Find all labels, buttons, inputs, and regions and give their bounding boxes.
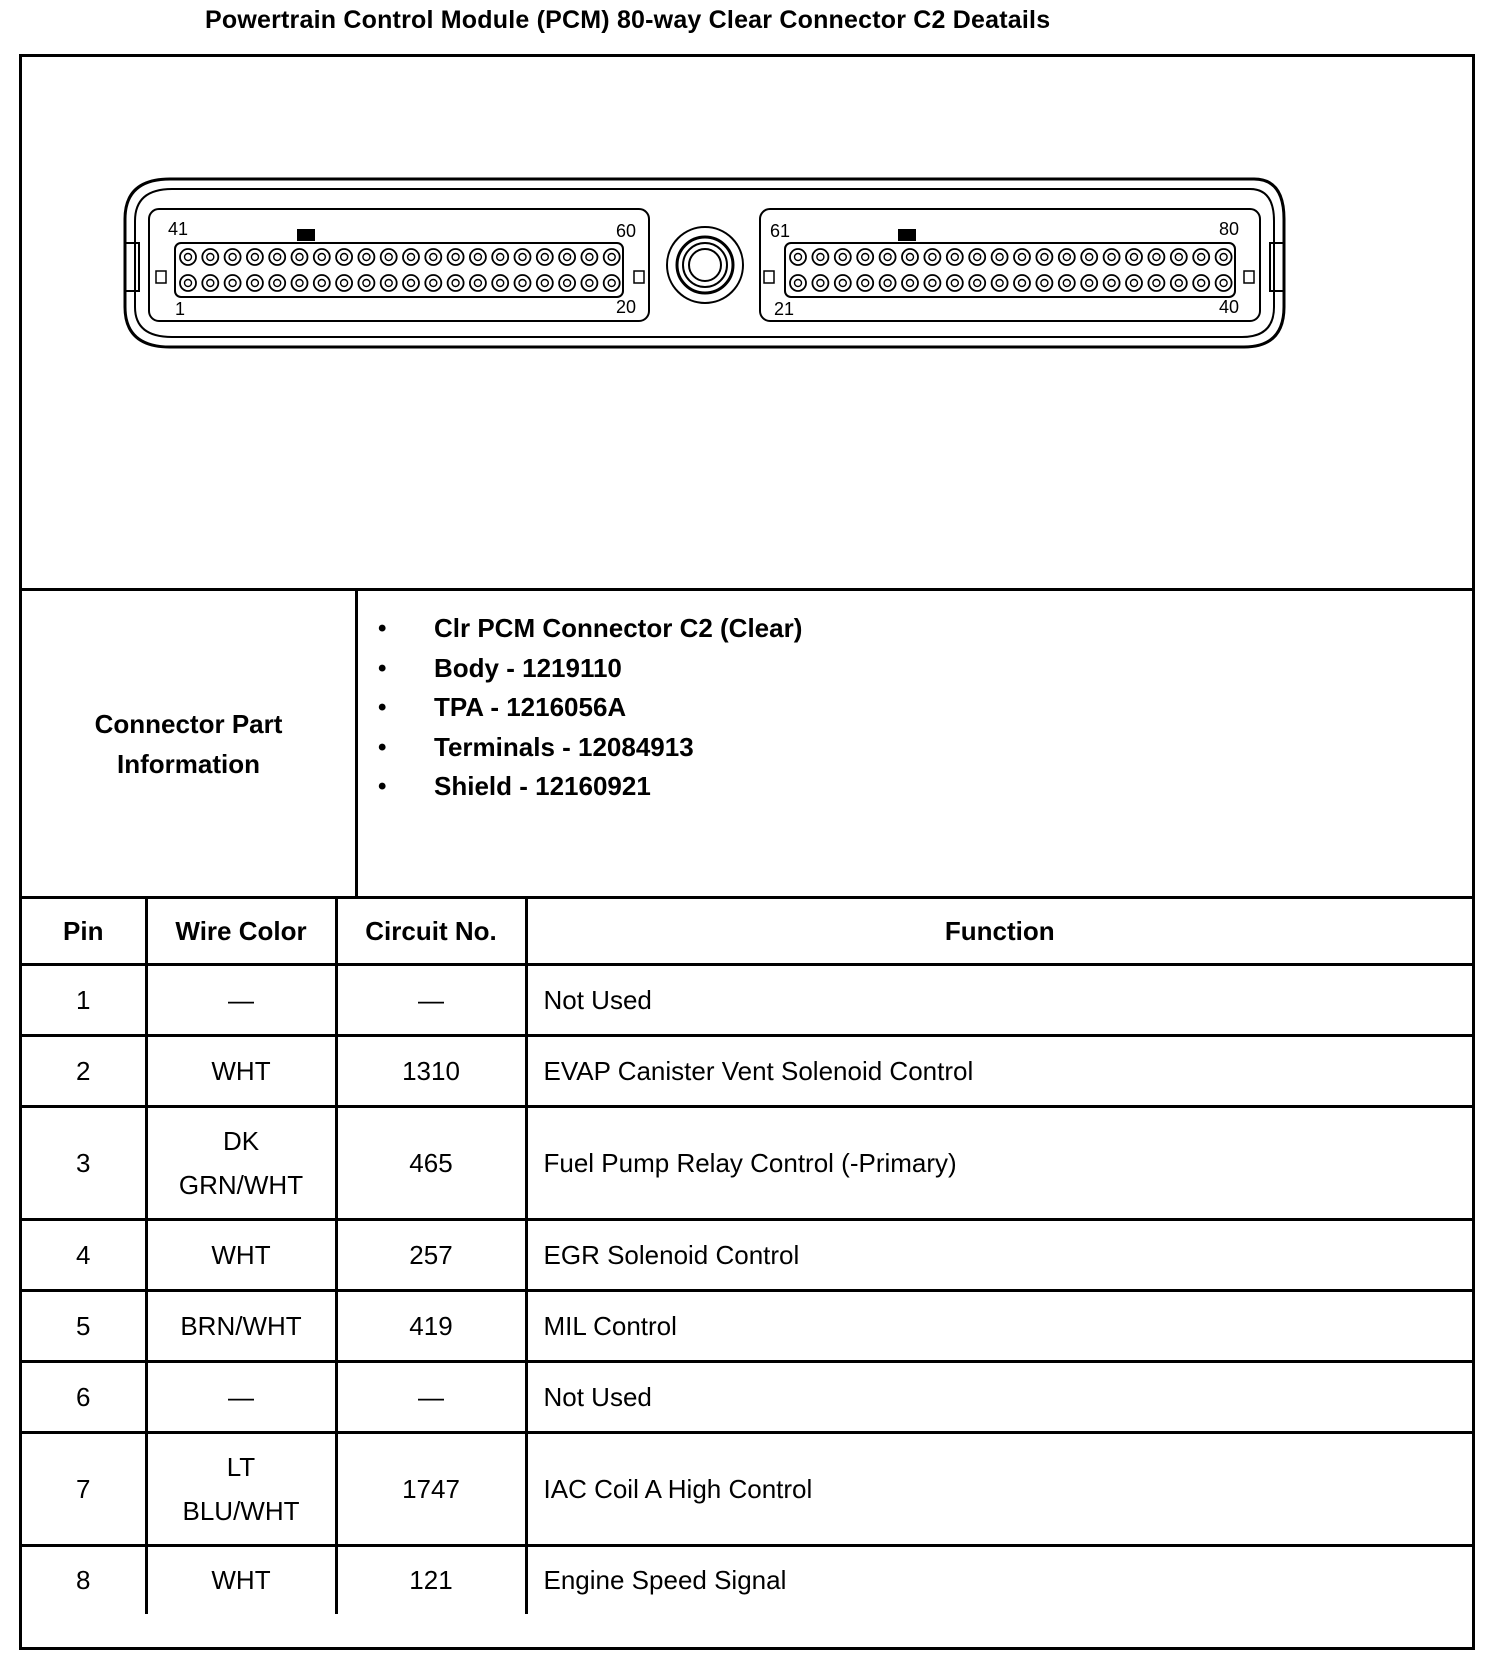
connector-diagram (22, 57, 1472, 591)
right-pin-hole (1014, 249, 1030, 265)
connector-drawing (22, 57, 1472, 588)
right-pin-hole-inner (1153, 280, 1160, 287)
right-pin-hole-inner (929, 280, 936, 287)
left-pin-hole-inner (519, 254, 526, 261)
function-cell: EGR Solenoid Control (526, 1220, 1472, 1291)
right-pin-hole (992, 249, 1008, 265)
left-pin-hole (537, 249, 553, 265)
circuit-cell: 419 (336, 1291, 526, 1362)
wire-color-line1: DK (222, 1126, 260, 1156)
right-pin-hole-inner (1220, 254, 1227, 261)
left-pin-hole (604, 249, 620, 265)
table-row (22, 1362, 1472, 1433)
wire-color-line2: BLU/WHT (182, 1496, 300, 1526)
right-pin-hole (1081, 249, 1097, 265)
right-pin-hole-inner (1131, 280, 1138, 287)
circuit-cell: 257 (336, 1220, 526, 1291)
pin-label-41: 41 (168, 219, 189, 239)
right-pin-hole (880, 275, 896, 291)
right-pin-hole (1014, 275, 1030, 291)
left-pin-hole-inner (296, 254, 303, 261)
right-pin-hole-inner (817, 280, 824, 287)
circuit-cell: — (336, 965, 526, 1036)
right-pin-hole (790, 249, 806, 265)
right-pin-block (760, 209, 1260, 321)
left-key-mark (297, 229, 315, 241)
left-pin-hole (292, 249, 308, 265)
right-pin-hole-inner (974, 254, 981, 261)
left-latch (125, 243, 139, 291)
right-pin-hole-inner (1041, 254, 1048, 261)
left-pin-hole (381, 249, 397, 265)
left-pin-hole (247, 249, 263, 265)
left-pin-hole-inner (541, 280, 548, 287)
left-pin-hole-inner (251, 254, 258, 261)
right-pin-hole-inner (996, 280, 1003, 287)
connector-part-info-row (22, 591, 1472, 899)
table-row (22, 1220, 1472, 1291)
left-pin-hole-inner (564, 280, 571, 287)
left-pin-hole (336, 275, 352, 291)
right-block-tab-left (764, 271, 774, 283)
info-item: • Terminals - 12084913 (378, 728, 802, 768)
left-pin-hole-inner (229, 280, 236, 287)
right-pin-hole-inner (862, 254, 869, 261)
header-circuit: Circuit No. (336, 899, 526, 965)
left-pin-hole (403, 249, 419, 265)
pin-cell: 4 (22, 1220, 146, 1291)
right-pin-hole-inner (839, 280, 846, 287)
left-pin-hole-inner (474, 280, 481, 287)
connector-details-frame (19, 54, 1475, 1650)
left-pin-hole-inner (564, 254, 571, 261)
right-pin-hole-inner (795, 280, 802, 287)
left-pin-hole-inner (274, 280, 281, 287)
info-label-line2: Information (117, 748, 260, 779)
left-pin-hole (448, 249, 464, 265)
left-pin-hole (180, 249, 196, 265)
function-cell: Not Used (526, 965, 1472, 1036)
left-pin-hole (358, 249, 374, 265)
function-cell: Engine Speed Signal (526, 1546, 1472, 1614)
pin-label-1: 1 (175, 299, 186, 319)
left-pin-hole-inner (229, 254, 236, 261)
left-pin-hole (425, 275, 441, 291)
left-block-tab-right (634, 271, 644, 283)
right-pin-hole (857, 249, 873, 265)
left-pin-hole (292, 275, 308, 291)
info-item: • TPA - 1216056A (378, 688, 802, 728)
left-pin-hole-inner (497, 280, 504, 287)
right-pin-hole (1193, 275, 1209, 291)
left-pin-hole-inner (274, 254, 281, 261)
left-pin-hole (448, 275, 464, 291)
right-pin-hole-inner (907, 280, 914, 287)
table-row (22, 1036, 1472, 1107)
right-pin-hole-inner (1086, 280, 1093, 287)
right-key-mark (898, 229, 916, 241)
connector-part-info-label (22, 591, 358, 896)
right-pin-hole (812, 249, 828, 265)
circuit-cell: 1747 (336, 1433, 526, 1546)
right-pin-hole (1081, 275, 1097, 291)
right-pin-hole-inner (951, 280, 958, 287)
left-pin-hole (358, 275, 374, 291)
left-pin-hole-inner (430, 254, 437, 261)
right-pin-hole-inner (884, 280, 891, 287)
left-pin-hole-inner (452, 254, 459, 261)
left-pin-hole-inner (185, 280, 192, 287)
wire-color-line1: LT (226, 1452, 256, 1482)
wire-color-cell: WHT (146, 1546, 336, 1614)
left-pin-hole-inner (452, 280, 459, 287)
right-pin-hole-inner (907, 254, 914, 261)
wire-color-cell: — (146, 1362, 336, 1433)
pin-label-80: 80 (1219, 219, 1240, 239)
circuit-cell: 1310 (336, 1036, 526, 1107)
left-pin-hole (314, 249, 330, 265)
circuit-cell: — (336, 1362, 526, 1433)
left-pin-hole-inner (251, 280, 258, 287)
right-pin-hole (790, 275, 806, 291)
right-pin-hole-inner (1198, 254, 1205, 261)
right-pin-hole-inner (929, 254, 936, 261)
right-pin-hole (924, 275, 940, 291)
right-pin-hole-inner (1153, 254, 1160, 261)
right-pin-hole (1036, 249, 1052, 265)
left-pin-hole-inner (318, 254, 325, 261)
pin-label-20: 20 (616, 297, 637, 317)
left-pin-hole-inner (408, 254, 415, 261)
center-bolt-ring (677, 237, 733, 293)
wire-color-cell: BRN/WHT (146, 1291, 336, 1362)
right-pin-hole (1104, 275, 1120, 291)
right-pin-hole-inner (1175, 280, 1182, 287)
right-pin-hole (902, 275, 918, 291)
right-pin-hole (902, 249, 918, 265)
right-pin-hole (1059, 275, 1075, 291)
right-pin-hole (857, 275, 873, 291)
wire-color-cell: WHT (146, 1036, 336, 1107)
right-pin-hole-inner (951, 254, 958, 261)
right-pin-hole-inner (974, 280, 981, 287)
right-pin-hole-inner (1019, 254, 1026, 261)
connector-part-info-list (378, 609, 802, 807)
right-pin-hole (1104, 249, 1120, 265)
right-pin-hole (992, 275, 1008, 291)
left-pin-hole-inner (408, 280, 415, 287)
pin-cell: 7 (22, 1433, 146, 1546)
left-pin-hole (581, 249, 597, 265)
right-pin-hole-inner (862, 280, 869, 287)
right-pin-hole-inner (1220, 280, 1227, 287)
left-pin-hole (269, 249, 285, 265)
left-pin-hole (247, 275, 263, 291)
right-pin-hole (1126, 275, 1142, 291)
pin-cell: 6 (22, 1362, 146, 1433)
left-pin-block (149, 209, 649, 321)
function-cell: MIL Control (526, 1291, 1472, 1362)
left-pin-hole-inner (497, 254, 504, 261)
right-pin-hole-inner (1175, 254, 1182, 261)
left-pin-hole (180, 275, 196, 291)
left-pin-hole (202, 249, 218, 265)
left-pin-hole-inner (296, 280, 303, 287)
right-pin-hole-inner (1063, 254, 1070, 261)
left-pin-hole (314, 275, 330, 291)
circuit-cell: 121 (336, 1546, 526, 1614)
left-pin-hole-inner (541, 254, 548, 261)
pin-cell: 1 (22, 965, 146, 1036)
left-pin-hole-inner (608, 280, 615, 287)
header-function: Function (526, 899, 1472, 965)
right-pin-hole-inner (1131, 254, 1138, 261)
right-pin-hole (1148, 249, 1164, 265)
left-pin-hole-inner (608, 254, 615, 261)
center-bolt-core (689, 249, 721, 281)
left-pin-hole-inner (385, 254, 392, 261)
table-row (22, 1107, 1472, 1220)
right-pin-hole-inner (884, 254, 891, 261)
left-pin-hole (537, 275, 553, 291)
left-pin-hole (336, 249, 352, 265)
left-pin-hole (559, 275, 575, 291)
right-pin-hole-inner (839, 254, 846, 261)
left-pin-hole (470, 249, 486, 265)
table-row (22, 1291, 1472, 1362)
right-block-tab-right (1244, 271, 1254, 283)
left-pin-hole (225, 249, 241, 265)
right-pin-hole-inner (1198, 280, 1205, 287)
right-pin-hole-inner (817, 254, 824, 261)
wire-color-cell: WHT (146, 1220, 336, 1291)
circuit-cell: 465 (336, 1107, 526, 1220)
left-pin-hole-inner (341, 280, 348, 287)
info-item: • Clr PCM Connector C2 (Clear) (378, 609, 802, 649)
left-pin-hole-inner (430, 280, 437, 287)
pin-cell: 2 (22, 1036, 146, 1107)
right-pin-hole (947, 249, 963, 265)
table-row (22, 1433, 1472, 1546)
left-pin-hole-inner (207, 280, 214, 287)
pin-label-61: 61 (770, 221, 791, 241)
left-pin-hole-inner (586, 254, 593, 261)
function-cell: Fuel Pump Relay Control (-Primary) (526, 1107, 1472, 1220)
left-block-tab-left (156, 271, 166, 283)
info-item: • Shield - 12160921 (378, 767, 802, 807)
left-pin-hole-inner (207, 254, 214, 261)
pin-label-40: 40 (1219, 297, 1240, 317)
pin-holes (180, 249, 1232, 291)
function-cell: IAC Coil A High Control (526, 1433, 1472, 1546)
left-pin-hole (202, 275, 218, 291)
left-pin-hole (604, 275, 620, 291)
left-pin-field (175, 243, 623, 297)
right-pin-hole (1126, 249, 1142, 265)
left-pin-hole-inner (363, 280, 370, 287)
function-cell: EVAP Canister Vent Solenoid Control (526, 1036, 1472, 1107)
wire-color-cell (146, 1433, 336, 1546)
left-pin-hole-inner (519, 280, 526, 287)
pin-table (22, 899, 1472, 1614)
pin-cell: 8 (22, 1546, 146, 1614)
left-pin-hole (581, 275, 597, 291)
right-pin-hole-inner (1041, 280, 1048, 287)
right-pin-hole (1193, 249, 1209, 265)
left-pin-hole-inner (341, 254, 348, 261)
pin-cell: 5 (22, 1291, 146, 1362)
left-pin-hole-inner (185, 254, 192, 261)
right-pin-field (785, 243, 1235, 297)
left-pin-hole (515, 249, 531, 265)
left-pin-hole-inner (363, 254, 370, 261)
right-pin-hole-inner (795, 254, 802, 261)
pin-label-21: 21 (774, 299, 795, 319)
right-pin-hole-inner (1108, 280, 1115, 287)
table-row (22, 1546, 1472, 1614)
right-pin-hole (924, 249, 940, 265)
info-item: • Body - 1219110 (378, 649, 802, 689)
left-pin-hole (559, 249, 575, 265)
info-label-line1: Connector Part (94, 708, 283, 739)
pin-cell: 3 (22, 1107, 146, 1220)
right-pin-hole (1036, 275, 1052, 291)
right-pin-hole-inner (996, 254, 1003, 261)
right-pin-hole (969, 275, 985, 291)
right-pin-hole (835, 249, 851, 265)
header-wire-color: Wire Color (146, 899, 336, 965)
left-pin-hole-inner (318, 280, 325, 287)
left-pin-hole (492, 275, 508, 291)
right-pin-hole-inner (1063, 280, 1070, 287)
right-latch (1270, 243, 1284, 291)
right-pin-hole (812, 275, 828, 291)
right-pin-hole (880, 249, 896, 265)
wire-color-line2: GRN/WHT (178, 1170, 304, 1200)
right-pin-hole (1171, 275, 1187, 291)
right-pin-hole (1059, 249, 1075, 265)
left-pin-hole (492, 249, 508, 265)
pin-table-header-row (22, 899, 1472, 965)
right-pin-hole (947, 275, 963, 291)
right-pin-hole-inner (1086, 254, 1093, 261)
left-pin-hole (515, 275, 531, 291)
right-pin-hole (969, 249, 985, 265)
right-pin-hole (1171, 249, 1187, 265)
right-pin-hole-inner (1019, 280, 1026, 287)
left-pin-hole (403, 275, 419, 291)
left-pin-hole (381, 275, 397, 291)
wire-color-cell (146, 1107, 336, 1220)
left-pin-hole-inner (474, 254, 481, 261)
right-pin-hole (1216, 275, 1232, 291)
left-pin-hole (470, 275, 486, 291)
header-pin: Pin (22, 899, 146, 965)
wire-color-cell: — (146, 965, 336, 1036)
left-pin-hole (425, 249, 441, 265)
left-pin-hole (225, 275, 241, 291)
left-pin-hole-inner (385, 280, 392, 287)
right-pin-hole (1216, 249, 1232, 265)
right-pin-hole (1148, 275, 1164, 291)
pin-label-60: 60 (616, 221, 637, 241)
left-pin-hole-inner (586, 280, 593, 287)
table-row (22, 965, 1472, 1036)
right-pin-hole-inner (1108, 254, 1115, 261)
right-pin-hole (835, 275, 851, 291)
left-pin-hole (269, 275, 285, 291)
function-cell: Not Used (526, 1362, 1472, 1433)
page-title: Powertrain Control Module (PCM) 80-way Clear Connector C2 Deatails (205, 6, 1051, 34)
